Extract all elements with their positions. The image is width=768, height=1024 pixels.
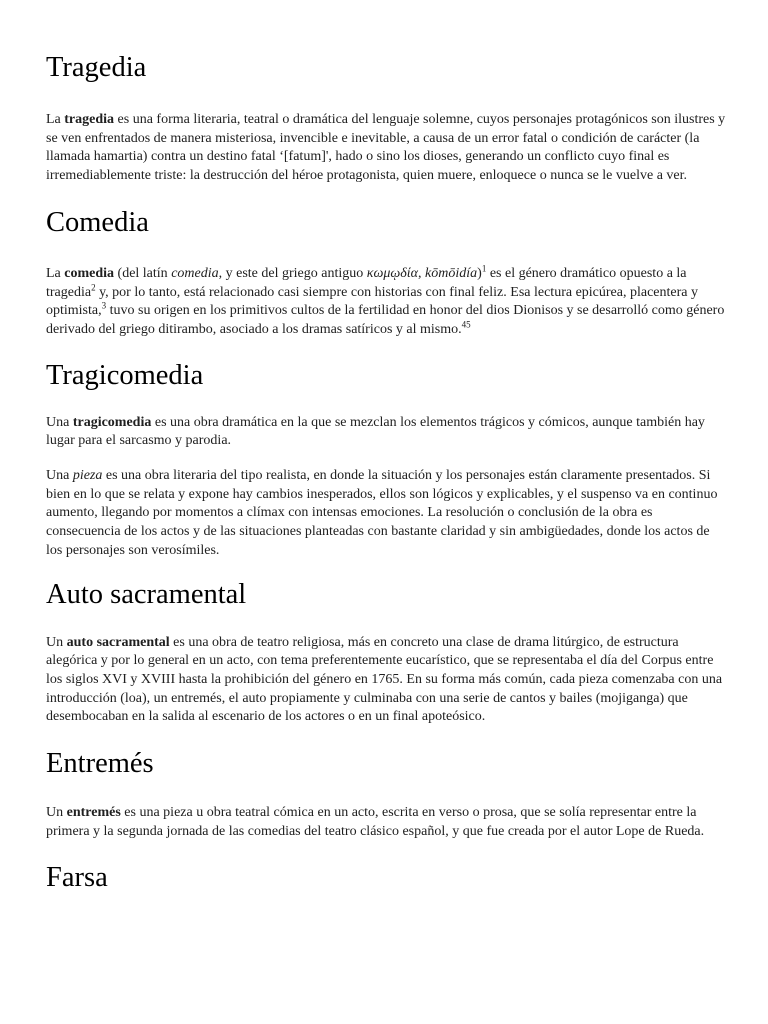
text: es el género dramático opuesto a la tragedia (46, 265, 687, 300)
text: es una obra literaria del tipo realista, en donde la situación y los personajes están claramente presentados. Si bien en lo que se relata y expone hay cambios inesperados, ellos son lógicos y explicables, y el suspenso va en continuo aumento, llegando por momentos a clímax con intensas emociones. La resolución o conclusión de la obra es consecuencia de los actos y de las situaciones planteadas con bastante claridad y sin ambigüedades, donde los actos de los personajes son verosímiles. (46, 468, 718, 558)
text: es una obra dramática en la que se mezclan los elementos trágicos y cómicos, aunque también hay lugar para el sarcasmo y parodia. (46, 414, 705, 449)
text: ) (477, 265, 482, 281)
paragraph-tragedia (46, 111, 726, 186)
latin-word: comedia (171, 265, 219, 281)
text: Una (46, 468, 73, 484)
text: es una pieza u obra teatral cómica en un acto, escrita en verso o prosa, que se solía representar entre la primera y la segunda jornada de las comedias del teatro clásico español, y que fue creada por el autor Lope de Rueda. (46, 805, 705, 839)
footnote-ref[interactable]: 1 (481, 263, 487, 274)
text: es una obra de teatro religiosa, más en concreto una clase de drama litúrgico, de estructura alegórica y por lo general en un acto, con tema preferentemente eucarístico, que se representaba el día del Corpus entre los siglos XVI y XVIII hasta la prohibición del género en 1765. En su forma más común, cada pieza comenzaba con una introducción (loa), un entremés, el auto propiamente y culminaba con una serie de cantos y bailes (mojiganga) que desembocaban en la salida al escenario de los actores o en un final apoteósico. (46, 634, 723, 725)
paragraph-auto-sacramental (46, 634, 726, 728)
text: es una forma literaria, teatral o dramática del lenguaje solemne, cuyos personajes protagónicos son ilustres y se ven enfrentados de manera misteriosa, invencible e inevitable, a causa de un error fatal o condición de carácter (la llamada hamartia) contra un destino fatal ‘[fatum]', hado o sino los dioses, generando un conflicto cuyo final es irremediablemente triste: la destrucción del héroe protagonista, quien muere, enloquece o nunca se le vuelve a ver. (46, 112, 726, 184)
text: La (46, 112, 65, 127)
footnote-ref[interactable]: 2 (91, 281, 96, 292)
text: (del latín (114, 265, 172, 281)
paragraph-pieza (46, 467, 726, 561)
text: Un (46, 805, 67, 821)
paragraph-entremes (46, 804, 726, 841)
transliteration: kōmōidía (425, 265, 478, 281)
text: Un (46, 634, 67, 650)
text: La (46, 265, 65, 281)
term-pieza: pieza (72, 468, 103, 484)
paragraph-comedia (46, 265, 726, 340)
heading-tragedia: Tragedia (46, 52, 147, 83)
heading-tragicomedia: Tragicomedia (46, 359, 204, 391)
text: tuvo su origen en los primitivos cultos de la fertilidad en honor del dios Dionisos y se desarrolló como género derivado del griego ditirambo, asociado a los dramas satíricos y al mismo. (46, 303, 725, 337)
text: , y este del griego antiguo (218, 265, 367, 281)
greek-word: κωμῳδία (366, 265, 419, 281)
text: y, por lo tanto, está relacionado casi siempre con historias con final feliz. Esa lectura epicúrea, placentera y optimista, (46, 284, 698, 319)
heading-auto-sacramental: Auto sacramental (46, 578, 247, 610)
term-entremes: entremés (66, 805, 121, 821)
heading-comedia: Comedia (46, 206, 149, 238)
paragraph-tragicomedia (46, 414, 726, 451)
heading-farsa: Farsa (46, 862, 108, 894)
term-auto-sacramental: auto sacramental (66, 634, 170, 650)
text: Una (46, 414, 73, 430)
term-tragicomedia: tragicomedia (72, 414, 152, 430)
footnote-ref[interactable]: 3 (101, 300, 107, 311)
term-tragedia: tragedia (64, 112, 115, 127)
term-comedia: comedia (64, 265, 115, 281)
heading-entremes: Entremés (46, 748, 154, 780)
text: , (418, 265, 426, 281)
article-content (46, 40, 726, 896)
footnote-ref[interactable]: 45 (461, 319, 471, 330)
